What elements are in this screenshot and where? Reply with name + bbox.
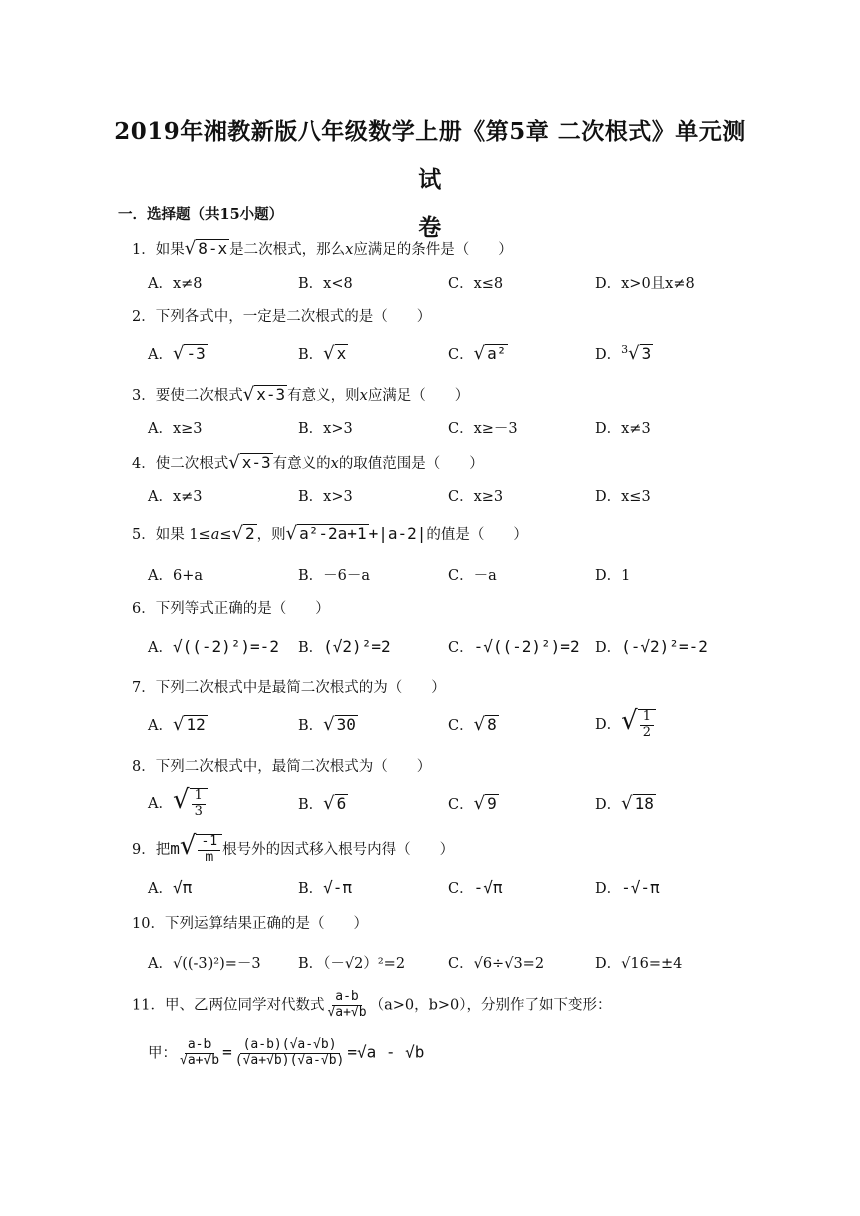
radicand: 8-x [198,239,228,258]
q11-jia-transform: 甲： $\frac{a-b}{√a+√b}$ = $\frac{(a-b)(√a-√b)}{(√a+√b)(√a-√b)}$ =√a - √b [148,1037,425,1068]
q2-option-c: C．√ a² [448,343,507,364]
q4-option-b: B．x>3 [298,489,353,505]
q6-option-b: B．(√2)²=2 [298,637,391,656]
q8-option-a: A．√ $\frac{1}{3}$ [148,785,208,820]
q9-option-a: A．√π [148,878,193,897]
q5-option-c: C．－a [448,568,497,584]
q6-option-d: D．(-√2)²=-2 [595,637,708,656]
q3-option-d: D．x≠3 [595,421,651,437]
q9-option-d: D．-√-π [595,878,660,897]
question-4: 4．使二次根式√ x-3 有意义的x的取值范围是（ ） [132,452,484,473]
page-title [110,108,750,252]
q4-option-c: C．x≥3 [448,489,504,505]
question-6: 6．下列等式正确的是（ ） [132,601,330,617]
q7-option-d: D．√ $\frac{1}{2}$ [595,706,656,741]
q10-option-d: D．√16=±4 [595,956,683,972]
q8-option-b: B．√ 6 [298,793,347,814]
title-line-1: 2019年湘教新版八年级数学上册《第5章 二次根式》单元测试 [114,118,746,193]
q5-option-d: D．1 [595,568,631,584]
q10-option-b: B．（－√2）²=2 [298,956,406,972]
q8-option-d: D．√ 18 [595,793,654,814]
question-3: 3．要使二次根式√ x-3 有意义，则x应满足（ ） [132,384,470,405]
q8-option-c: C．√ 9 [448,793,497,814]
q2-option-d: D．$^3$√ 3 [595,343,652,364]
section-heading: 一．选择题（共15小题） [118,206,284,223]
q3-option-b: B．x>3 [298,421,353,437]
q2-option-b: B．√ x [298,343,347,364]
q7-option-b: B．√ 30 [298,714,356,735]
question-10: 10．下列运算结果正确的是（ ） [132,916,368,932]
question-1: 1．如果√ 8-x 是二次根式，那么x应满足的条件是（ ） [132,238,513,259]
question-9: 9．把m√ $\frac{-1}{m}$ 根号外的因式移入根号内得（ ） [132,831,455,865]
question-5: 5．如果 1≤a≤√ 2 ，则√ a²-2a+1 +|a-2|的值是（ ） [132,523,528,544]
q6-option-c: C．-√((-2)²)=2 [448,637,580,656]
q7-option-a: A．√ 12 [148,714,206,735]
q5-option-a: A．6+a [148,568,203,584]
q1-option-d: D．x>0且x≠8 [595,276,695,292]
q4-option-d: D．x≤3 [595,489,651,505]
q1-option-a: A．x≠8 [148,276,203,292]
question-7: 7．下列二次根式中是最简二次根式的为（ ） [132,680,446,696]
q4-option-a: A．x≠3 [148,489,203,505]
q5-option-b: B．－6－a [298,568,371,584]
q6-option-a: A．√((-2)²)=-2 [148,637,279,656]
question-2: 2．下列各式中，一定是二次根式的是（ ） [132,309,432,325]
q9-option-c: C．-√π [448,878,503,897]
q3-option-a: A．x≥3 [148,421,203,437]
q1-option-c: C．x≤8 [448,276,504,292]
question-8: 8．下列二次根式中，最简二次根式为（ ） [132,759,432,775]
q2-option-a: A．√ -3 [148,343,206,364]
q10-option-c: C．√6÷√3=2 [448,956,545,972]
title-line-2: 卷 [418,214,442,241]
q7-option-c: C．√ 8 [448,714,497,735]
q10-option-a: A．√((-3)²)=－3 [148,956,261,972]
q9-option-b: B．√-π [298,878,353,897]
question-11: 11．甲、乙两位同学对代数式 $\frac{a-b}{√a+√b}$ （a>0，b>0），分别作了如下变形： [132,989,612,1020]
q1-option-b: B．x<8 [298,276,353,292]
q3-option-c: C．x≥－3 [448,421,518,437]
